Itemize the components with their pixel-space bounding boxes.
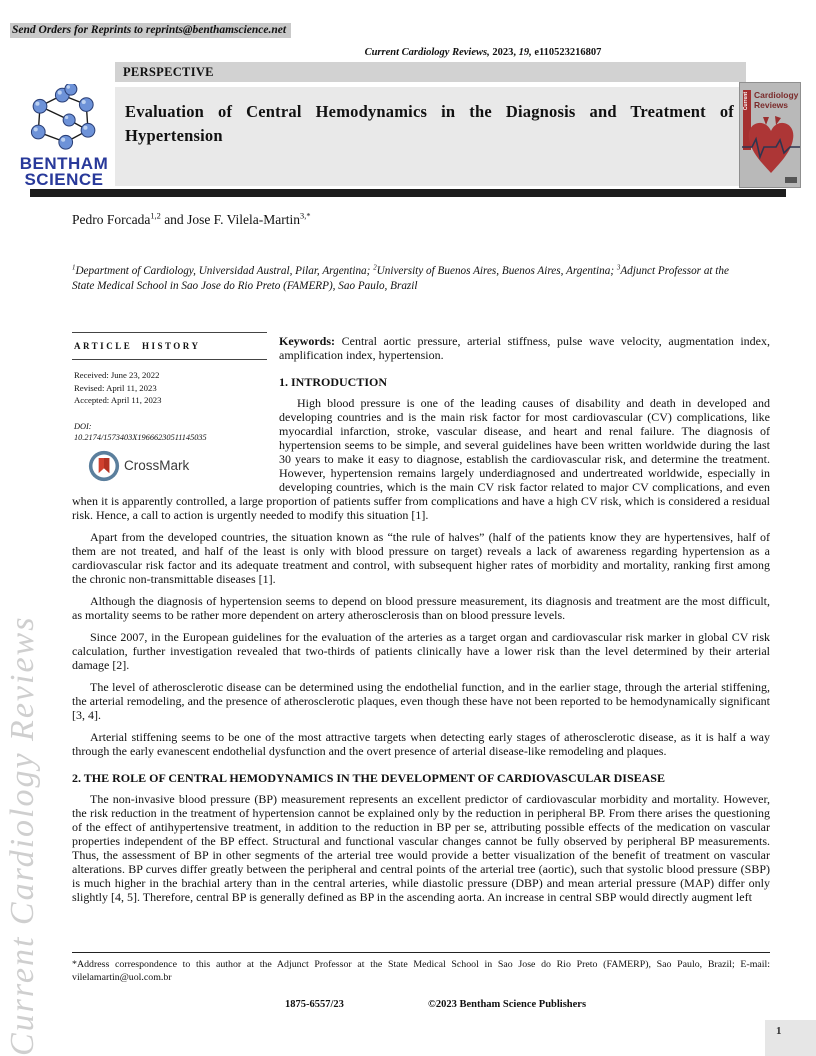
molecule-icon — [21, 84, 107, 156]
title-banner — [115, 87, 746, 186]
bentham-science-logo — [14, 84, 114, 188]
affil-text-3: Adjunct Professor at the State Medical School in Sao Jose do Rio Preto (FAMERP), Sao Paulo, Brazil — [72, 265, 729, 293]
cover-spine-label: Current — [743, 92, 749, 111]
received-date: Received: June 23, 2022 — [74, 370, 160, 380]
article-title: Evaluation of Central Hemodynamics in the Diagnosis and Treatment of Hypertension — [125, 102, 734, 145]
author-1: Pedro Forcada — [72, 212, 151, 227]
paragraph: Since 2007, in the European guidelines for the evaluation of the arteries as a target organ and cardiovascular risk marker in global CV risk calculation, further investigation revealed that two-thirds of patients clinically have a lower risk than the level determined by their arterial damage [2]. — [72, 630, 770, 672]
history-rule-mid — [72, 359, 267, 360]
affil-sup-2: 2 — [373, 263, 377, 272]
doi-label: DOI: — [74, 421, 92, 431]
paragraph: Apart from the developed countries, the situation known as “the rule of halves” (half of the patients know they are hypertensives, half of them are not treated, and half of the least is only with blood pressure on target) reveals a lack of awareness regarding hypertension as a cardiovascular risk factor and its adequate treatment and control, with subsequent higher rates of morbidity and mortality, ranking first among the chronic non-transmittable diseases [1]. — [72, 530, 770, 586]
journal-article-id: e110523216807 — [531, 47, 602, 58]
article-type-label: PERSPECTIVE — [115, 62, 746, 82]
header-divider — [30, 189, 786, 197]
section-2-heading: 2. THE ROLE OF CENTRAL HEMODYNAMICS IN THE DEVELOPMENT OF CARDIOVASCULAR DISEASE — [72, 771, 665, 785]
publisher-name-line1: BENTHAM — [19, 154, 109, 173]
correspondence-footnote: *Address correspondence to this author at the Adjunct Professor at the State Medical School in Sao Jose do Rio Preto (FAMERP), Sao Paulo, Brazil; E-mail: vilelamartin@uol.com.br — [72, 952, 770, 985]
accepted-date: Accepted: April 11, 2023 — [74, 395, 162, 406]
journal-name: Current Cardiology Reviews, — [364, 47, 490, 58]
publisher-name-line2: SCIENCE — [24, 170, 104, 190]
copyright-notice: ©2023 Bentham Science Publishers — [428, 999, 587, 1010]
cover-title-line1: Cardiology — [754, 90, 799, 100]
page-number: 1 — [765, 1020, 816, 1056]
cover-publisher-mark — [785, 177, 797, 183]
article-history-heading: ARTICLE HISTORY — [74, 341, 201, 351]
author-1-affil-sup: 1,2 — [150, 211, 161, 221]
affil-text-1: Department of Cardiology, Universidad Austral, Pilar, Argentina; — [75, 265, 374, 277]
journal-year: 2023, — [489, 47, 516, 58]
affil-sup-3: 3 — [616, 263, 621, 272]
affil-text-2: University of Buenos Aires, Buenos Aires, Argentina; — [376, 265, 617, 277]
author-2: Jose F. Vilela-Martin — [187, 212, 301, 227]
journal-watermark: Current Cardiology Reviews — [4, 615, 41, 1056]
keywords-text: Central aortic pressure, arterial stiffness, pulse wave velocity, augmentation index, amplification index, hypertension. — [279, 334, 770, 362]
paragraph: Arterial stiffening seems to be one of the most attractive targets when detecting early stages of atherosclerotic disease, as it is half a way through the early evanescent endothelial dysfunction and the overt presence of arterial disease-like remodeling and plaques. — [72, 730, 770, 758]
paragraph: High blood pressure is one of the leading causes of disability and death in developed and developing countries and is the main risk factor for most cardiovascular (CV) complications, like myocardial infarction, stroke, vascular disease, and heart and renal failure. The diagnosis of hypertension seems to be simple, and several guidelines have been written worldwide during the last 30 years to make it easy to diagnose, establish the cardiovascular risk, and determine the treatment. However, hypertension remains largely underdiagnosed and undertreated worldwide, especially in developing countries, which is the main CV risk factor related to major CV complications, and even when it is apparently controlled, a large proportion of patients suffer from complications and have a high CV risk, which is considered a residual risk. Hence, a call to action is urgently needed to modify this situation [1]. — [72, 396, 770, 522]
affil-sup-1: 1 — [72, 263, 76, 272]
journal-cover-thumbnail — [739, 82, 801, 188]
paragraph: Although the diagnosis of hypertension seems to depend on blood pressure measurement, its diagnosis and treatment are the most difficult, as mortality seems to be rather more dependent on artery atherosclerosis than on blood pressure levels. — [72, 594, 770, 622]
paragraph: The non-invasive blood pressure (BP) measurement represents an excellent predictor of cardiovascular morbidity and mortality. However, the risk reduction in the treatment of hypertension cannot be explained only by the reduction in peripheral BP. From there arises the questioning of the effect of antihypertensive treatment, in addition to the reduction in BP per se, attributing possible effects of the medication on vascular properties independent of the BP effect. Structural and functional vascular changes cannot be fully observed by peripheral BP measurements. Thus, the assessment of BP in other segments of the arterial tree would provide a better visualization of the benefit of treatment on vascular alterations. BP curves differ greatly between the peripheral and central points of the arterial tree (aortic), such that systolic blood pressure (SBP) is much higher in the brachial artery than in the central arteries, while diastolic pressure (DBP) and mean arterial pressure (MAP) differ only slightly [4, 5]. Therefore, central BP is generally defined as BP in the ascending aorta. An increase in central SBP would directly augment left — [72, 792, 770, 904]
heart-ecg-illustration — [742, 113, 800, 183]
revised-date: Revised: April 11, 2023 — [74, 382, 157, 393]
affiliations — [72, 264, 740, 295]
crossmark-label: CrossMark — [124, 458, 190, 474]
journal-volume: 19, — [515, 47, 532, 58]
crossmark-icon — [88, 450, 120, 482]
issn-code: 1875-6557/23 — [285, 999, 344, 1010]
crossmark-badge[interactable] — [72, 450, 267, 482]
keywords-label: Keywords: — [279, 334, 335, 348]
author-2-affil-sup: 3,* — [300, 211, 311, 221]
cover-title-line2: Reviews — [754, 99, 789, 110]
reprint-notice: Send Orders for Reprints to reprints@benthamscience.net — [10, 23, 291, 38]
journal-reference — [0, 47, 816, 58]
paragraph: The level of atherosclerotic disease can be determined using the endothelial function, and in the earlier stage, through the arterial stiffening, the arterial remodeling, and the presence of atherosclerotic plaques, even though these have not been reported to be hemodynamically significant [3, 4]. — [72, 680, 770, 722]
article-body — [72, 332, 770, 912]
author-line — [72, 212, 311, 228]
author-connector: and — [160, 212, 188, 227]
section-1-heading: 1. INTRODUCTION — [279, 375, 388, 389]
article-history-box — [72, 332, 267, 482]
doi-value: 10.2174/1573403X19666230511145035 — [74, 432, 207, 442]
